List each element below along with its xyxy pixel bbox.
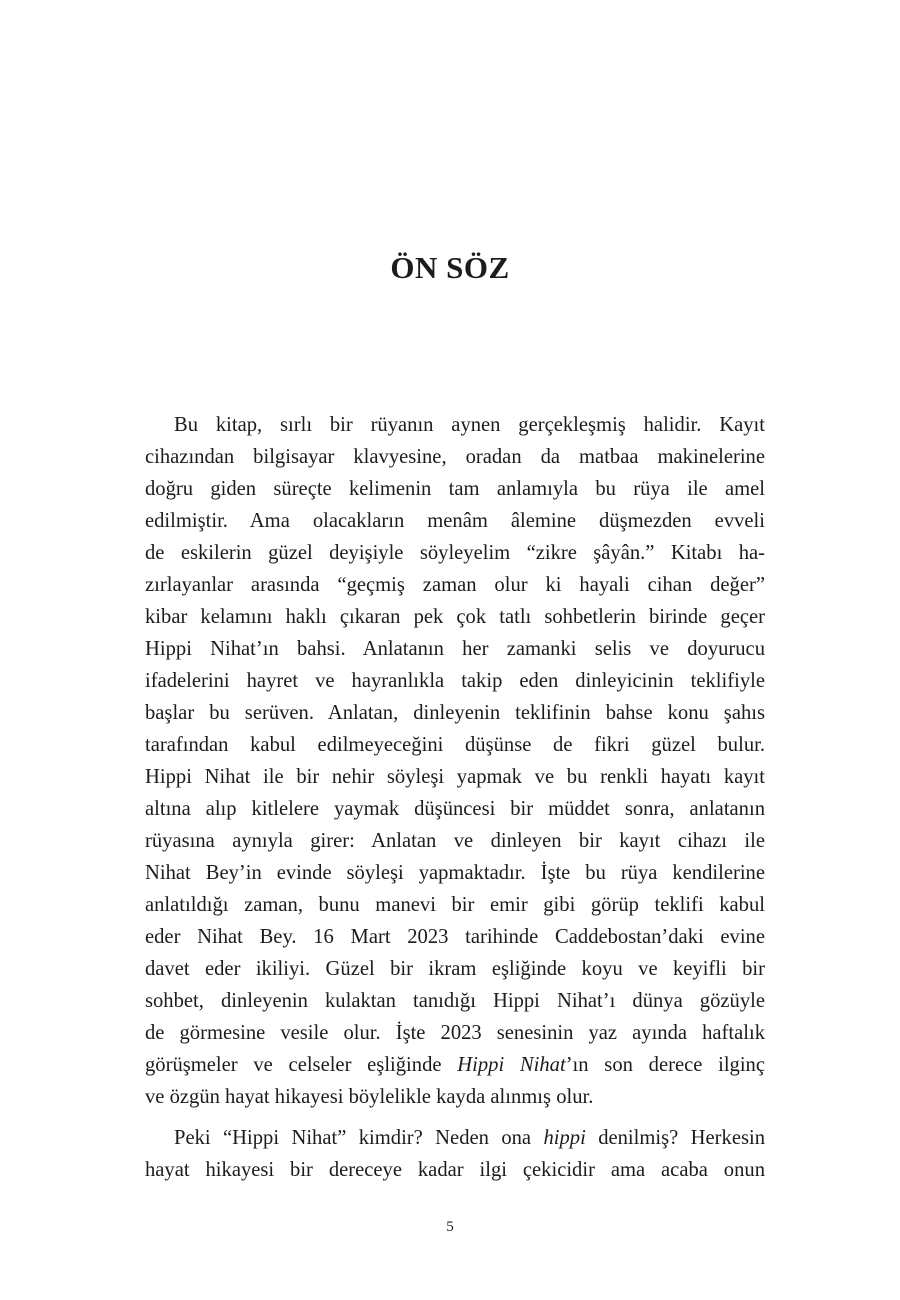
text-line: doğru giden süreçte kelimenin tam anlamıyla bu rüya ile amel xyxy=(145,478,765,500)
text-line: Hippi Nihat’ın bahsi. Anlatanın her zamanki selis ve doyurucu xyxy=(145,638,765,660)
text-line: de görmesine vesile olur. İşte 2023 senesinin yaz ayında haftalık xyxy=(145,1022,765,1044)
paragraph-gap xyxy=(145,1113,765,1122)
text-segment: denilmiş? Herkesin xyxy=(585,1127,765,1149)
text-line: ifadelerini hayret ve hayranlıkla takip eden dinleyicinin teklifiyle xyxy=(145,670,765,692)
text-segment: görüşmeler ve celseler eşliğinde xyxy=(145,1054,458,1076)
text-line: eder Nihat Bey. 16 Mart 2023 tarihinde Caddebostan’daki evine xyxy=(145,926,765,948)
text-segment: ’ın son derece ilginç xyxy=(565,1054,765,1076)
italic-name: Hippi Nihat xyxy=(457,1054,566,1076)
text-line xyxy=(145,1122,765,1154)
text-line xyxy=(145,1049,765,1081)
text-line: zırlayanlar arasında “geçmiş zaman olur ki hayali cihan değer” xyxy=(145,574,765,596)
page-number: 5 xyxy=(446,1219,454,1235)
text-line: Bu kitap, sırlı bir rüyanın aynen gerçekleşmiş halidir. Kayıt xyxy=(174,414,765,436)
text-segment: Peki “Hippi Nihat” kimdir? Neden ona xyxy=(174,1127,544,1149)
text-line: cihazından bilgisayar klavyesine, oradan da matbaa makinelerine xyxy=(145,446,765,468)
chapter-title: ÖN SÖZ xyxy=(390,250,510,285)
italic-word: hippi xyxy=(543,1127,586,1149)
text-line: başlar bu serüven. Anlatan, dinleyenin teklifinin bahse konu şahıs xyxy=(145,702,765,724)
text-line: hayat hikayesi bir dereceye kadar ilgi çekicidir ama acaba onun xyxy=(145,1159,765,1181)
text-line: ve özgün hayat hikayesi böylelikle kayda alınmış olur. xyxy=(145,1086,594,1108)
text-line: kibar kelamını haklı çıkaran pek çok tatlı sohbetlerin birinde geçer xyxy=(145,606,765,628)
text-line: Nihat Bey’in evinde söyleşi yapmaktadır. İşte bu rüya kendilerine xyxy=(145,862,765,884)
text-line: Hippi Nihat ile bir nehir söyleşi yapmak ve bu renkli hayatı kayıt xyxy=(145,766,765,788)
text-line: de eskilerin güzel deyişiyle söyleyelim “zikre şâyân.” Kitabı ha- xyxy=(145,542,765,564)
body-text xyxy=(145,409,765,1186)
text-line: anlatıldığı zaman, bunu manevi bir emir gibi görüp teklifi kabul xyxy=(145,894,765,916)
text-line: rüyasına aynıyla girer: Anlatan ve dinleyen bir kayıt cihazı ile xyxy=(145,830,765,852)
text-line: davet eder ikiliyi. Güzel bir ikram eşliğinde koyu ve keyifli bir xyxy=(145,958,765,980)
text-line: tarafından kabul edilmeyeceğini düşünse de fikri güzel bulur. xyxy=(145,734,765,756)
text-line: sohbet, dinleyenin kulaktan tanıdığı Hippi Nihat’ı dünya gözüyle xyxy=(145,990,765,1012)
text-line: edilmiştir. Ama olacakların menâm âlemine düşmezden evveli xyxy=(145,510,765,532)
text-line: altına alıp kitlelere yaymak düşüncesi bir müddet sonra, anlatanın xyxy=(145,798,765,820)
